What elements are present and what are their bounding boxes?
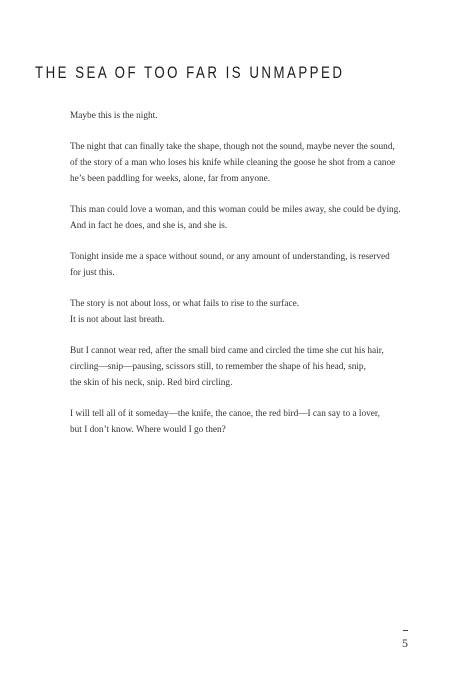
poem-line: This man could love a woman, and this woman could be miles away, she could be dying. <box>70 205 401 215</box>
poem-line: he’s been paddling for weeks, alone, far from anyone. <box>70 174 271 184</box>
poem-title: THE SEA OF TOO FAR IS UNMAPPED <box>35 63 345 82</box>
poem-line: but I don’t know. Where would I go then? <box>70 425 226 435</box>
poem-line: Maybe this is the night. <box>70 111 158 121</box>
poem-line: It is not about last breath. <box>70 315 165 325</box>
poem-line: of the story of a man who loses his knife while cleaning the goose he shot from a canoe <box>70 158 396 168</box>
page-number: 5 <box>402 636 408 650</box>
poem-line: The night that can finally take the shape, though not the sound, maybe never the sound, <box>70 142 395 152</box>
stanza-6 <box>70 343 425 391</box>
poem-line: circling—snip—pausing, scissors still, to remember the shape of his head, snip, <box>70 362 366 372</box>
folio-rule <box>403 630 408 631</box>
poem-line: I will tell all of it someday—the knife, the canoe, the red bird—I can say to a lover, <box>70 409 380 419</box>
stanza-3 <box>70 202 425 234</box>
poem-body <box>70 108 425 453</box>
stanza-7 <box>70 406 425 438</box>
stanza-2 <box>70 139 425 187</box>
poem-line: But I cannot wear red, after the small bird came and circled the time she cut his hair, <box>70 346 384 356</box>
stanza-5 <box>70 296 425 328</box>
poem-line: Tonight inside me a space without sound, or any amount of understanding, is reserved <box>70 252 390 262</box>
poem-line: The story is not about loss, or what fails to rise to the surface. <box>70 299 300 309</box>
poem-line: the skin of his neck, snip. Red bird circling. <box>70 378 233 388</box>
stanza-1 <box>70 108 425 124</box>
poem-line: for just this. <box>70 268 115 278</box>
page-folio <box>398 630 412 649</box>
poem-line: And in fact he does, and she is, and she is. <box>70 221 228 231</box>
stanza-4 <box>70 249 425 281</box>
